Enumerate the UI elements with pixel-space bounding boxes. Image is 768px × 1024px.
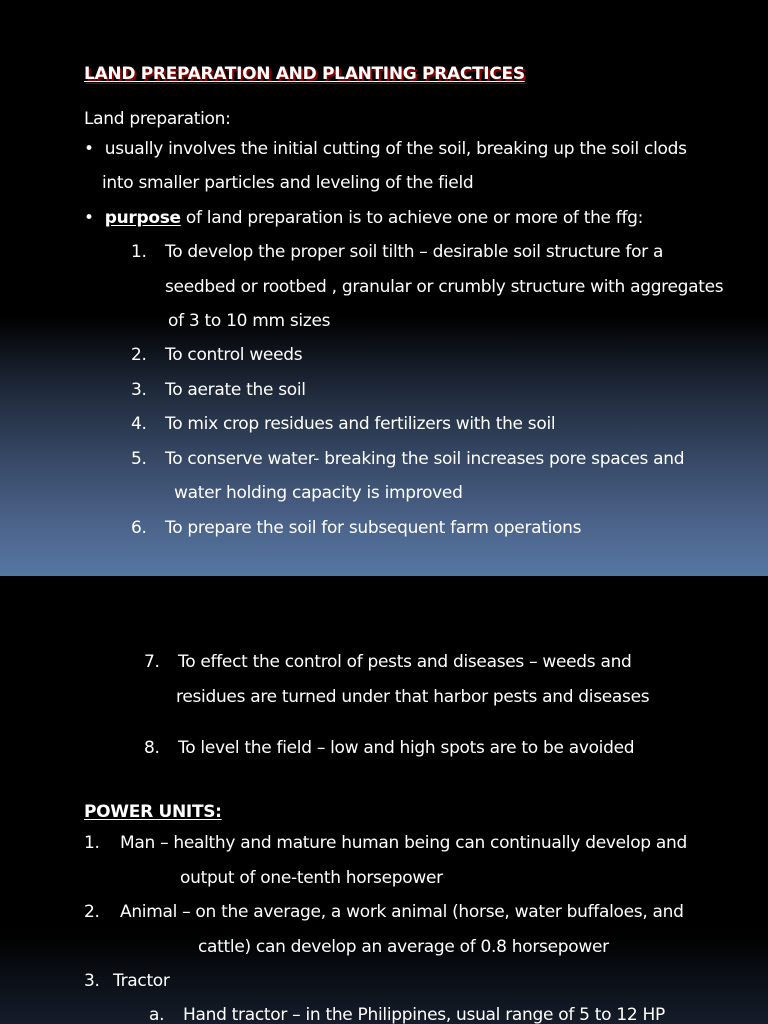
- slide-2: [0, 576, 768, 1024]
- list-number: 2.: [131, 345, 147, 365]
- power-item-1-line-2: output of one-tenth horsepower: [180, 868, 443, 888]
- list-item-3: [131, 380, 306, 400]
- power-item-2: [84, 902, 684, 922]
- power-item-2-line-2: cattle) can develop an average of 0.8 horsepower: [198, 937, 609, 957]
- list-item-text: To level the field – low and high spots are to be avoided: [178, 738, 635, 758]
- intro-label: Land preparation:: [84, 109, 231, 129]
- bullet-2: [84, 208, 643, 228]
- list-item-text: To mix crop residues and fertilizers with the soil: [165, 414, 556, 434]
- list-number: 6.: [131, 518, 147, 538]
- list-item-text: To aerate the soil: [165, 380, 306, 400]
- list-item-text: Tractor: [113, 971, 170, 991]
- list-item-text: Animal – on the average, a work animal (horse, water buffaloes, and: [120, 902, 684, 922]
- list-number: 8.: [144, 738, 160, 758]
- list-item-4: [131, 414, 555, 434]
- sub-item-a: [149, 1005, 665, 1024]
- list-item-5: [131, 449, 684, 469]
- list-item-text: To control weeds: [165, 345, 303, 365]
- bullet-1-text: usually involves the initial cutting of the soil, breaking up the soil clods: [104, 139, 687, 159]
- power-item-1: [84, 833, 687, 853]
- purpose-emphasis: purpose: [104, 208, 181, 228]
- list-item-text: To develop the proper soil tilth – desirable soil structure for a: [165, 242, 664, 262]
- bullet-1-line-2: into smaller particles and leveling of the field: [102, 173, 474, 193]
- bullet-1-line-1: [84, 139, 687, 159]
- sub-item-text: Hand tractor – in the Philippines, usual range of 5 to 12 HP: [183, 1005, 665, 1024]
- list-item-1-line-3: of 3 to 10 mm sizes: [168, 311, 331, 331]
- sub-item-letter: a.: [149, 1005, 165, 1024]
- power-units-heading: POWER UNITS:: [84, 802, 222, 822]
- power-item-3: [84, 971, 170, 991]
- list-item-5-line-2: water holding capacity is improved: [174, 483, 463, 503]
- list-number: 4.: [131, 414, 147, 434]
- bullet-2-text: of land preparation is to achieve one or more of the ffg:: [180, 208, 644, 228]
- list-number: 1.: [84, 833, 100, 853]
- list-number: 3.: [84, 971, 100, 991]
- list-number: 1.: [131, 242, 147, 262]
- list-item-7: [144, 652, 632, 672]
- list-item-2: [131, 345, 302, 365]
- list-number: 5.: [131, 449, 147, 469]
- list-item-7-line-2: residues are turned under that harbor pests and diseases: [176, 687, 650, 707]
- list-number: 7.: [144, 652, 160, 672]
- list-item-text: To effect the control of pests and diseases – weeds and: [178, 652, 632, 672]
- list-item-1: [131, 242, 663, 262]
- bullet-marker: •: [84, 208, 94, 228]
- list-item-6: [131, 518, 581, 538]
- list-item-text: To conserve water- breaking the soil increases pore spaces and: [165, 449, 685, 469]
- list-item-text: To prepare the soil for subsequent farm operations: [165, 518, 582, 538]
- slide-title: LAND PREPARATION AND PLANTING PRACTICES: [84, 64, 525, 84]
- list-item-text: Man – healthy and mature human being can continually develop and: [120, 833, 687, 853]
- list-number: 3.: [131, 380, 147, 400]
- list-item-1-line-2: seedbed or rootbed , granular or crumbly structure with aggregates: [165, 277, 724, 297]
- bullet-marker: •: [84, 139, 94, 159]
- list-item-8: [144, 738, 634, 758]
- list-number: 2.: [84, 902, 100, 922]
